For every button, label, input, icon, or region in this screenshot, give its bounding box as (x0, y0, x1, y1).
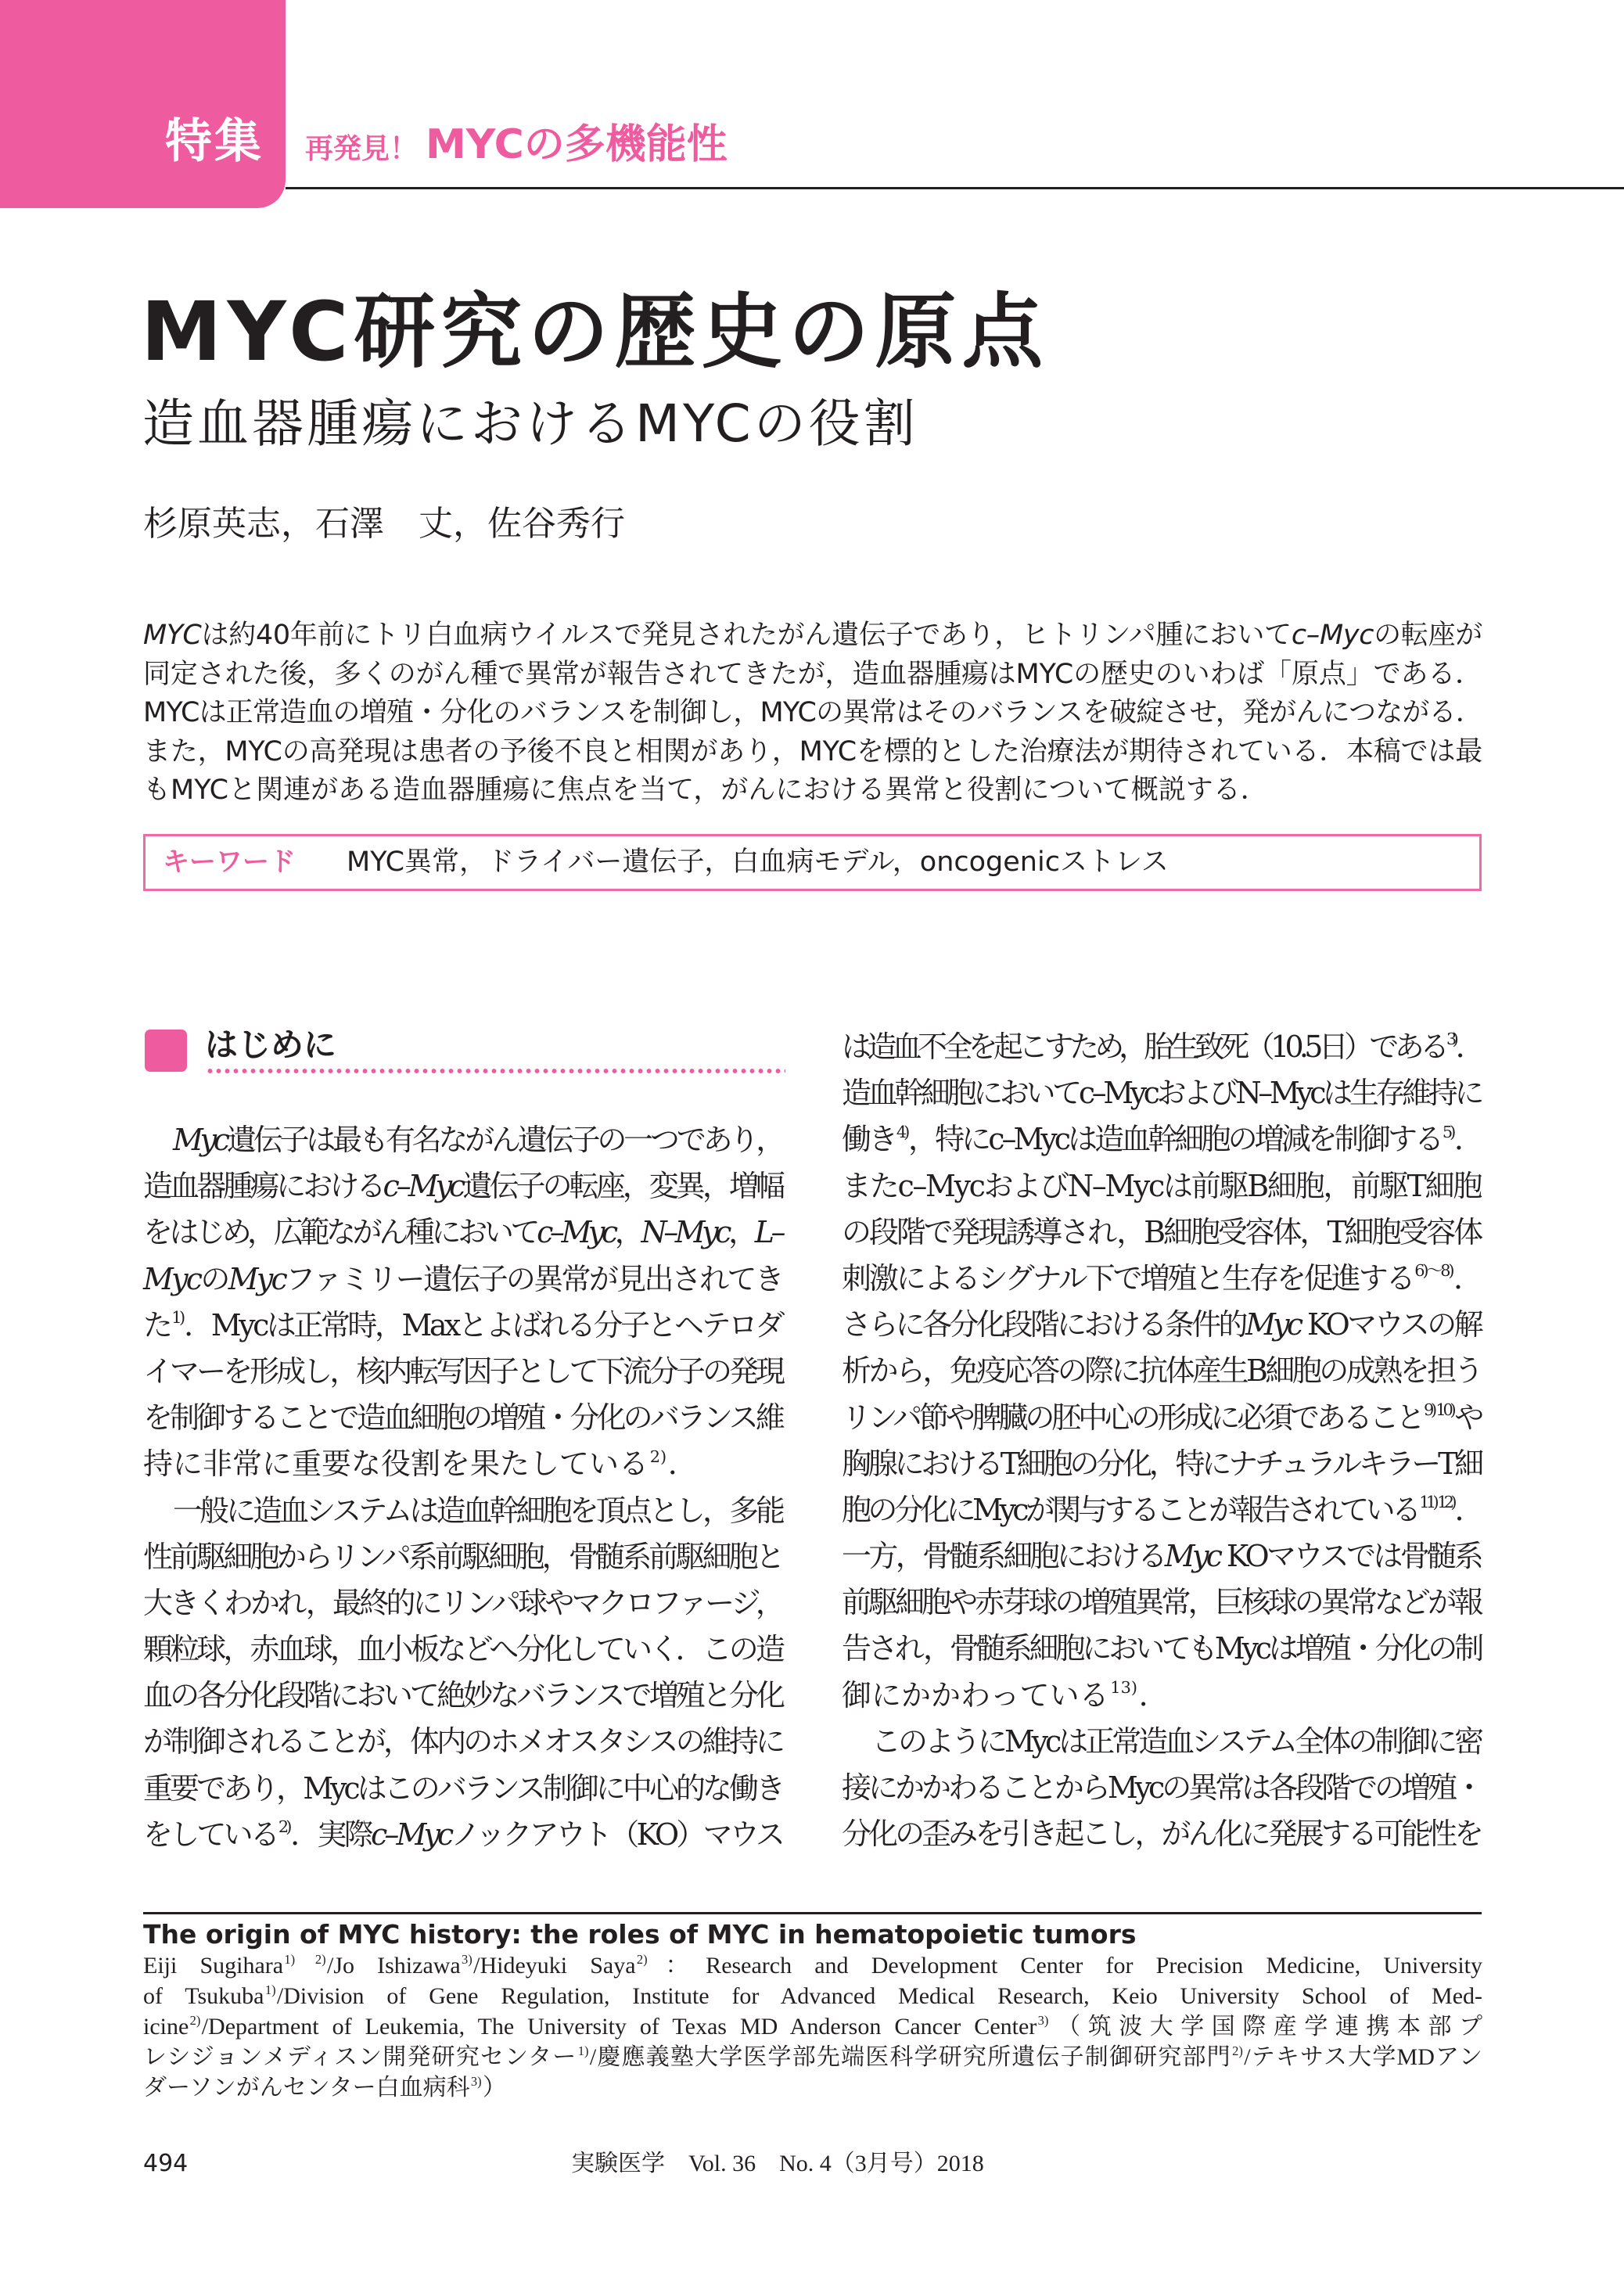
text-run: 血の各分化段階において絶妙なバランスで増殖と分化 (143, 1678, 782, 1713)
text-run: レシジョンメディスン開発研究センター (143, 2044, 577, 2070)
text-run: さらに各分化段階における条件的 (842, 1307, 1245, 1342)
text-run: 前駆細胞や赤芽球の増殖異常，巨核球の異常などが報 (842, 1585, 1481, 1620)
text-line (143, 1163, 782, 1209)
text-run: このようにMycは正常造血システム全体の制御に密 (871, 1723, 1481, 1759)
reference-superscript: 3) (462, 1951, 472, 1967)
text-line (842, 1024, 1481, 1070)
text-run: を制御することで造血細胞の増殖・分化のバランス維 (143, 1400, 782, 1436)
text-line (842, 1348, 1481, 1394)
reference-superscript: 3) (470, 2073, 482, 2089)
text-run: が制御されることが，体内のホメオスタシスの維持に (143, 1724, 782, 1759)
reference-superscript: 3) (1446, 1030, 1454, 1049)
text-run: リンパ節や脾臓の胚中心の形成に必須であること (842, 1400, 1423, 1435)
text-run: MYCは正常造血の増殖・分化のバランスを制御し，MYCの異常はそのバランスを破綻させ，発がんにつながる． (143, 697, 1482, 728)
text-line (143, 1534, 782, 1580)
italic-term: c–Myc (537, 1215, 615, 1250)
text-line (143, 1349, 782, 1395)
text-line (143, 2072, 1482, 2103)
text-line (842, 1395, 1481, 1441)
text-run: ． (1455, 1030, 1481, 1064)
text-line (842, 1673, 1481, 1719)
text-run: ． (1138, 1677, 1169, 1713)
text-line (143, 1488, 782, 1534)
italic-term: Myc (143, 1261, 201, 1296)
header-rule (286, 187, 1624, 189)
text-line (842, 1719, 1481, 1765)
text-line (842, 1626, 1481, 1672)
body-left-column (143, 1117, 782, 1858)
reference-superscript: 1) (171, 1308, 183, 1328)
text-run: た (143, 1307, 171, 1342)
feature-badge-label: 特集 (165, 114, 264, 169)
text-run: ． (1453, 1260, 1481, 1296)
text-run: 性前駆細胞からリンパ系前駆細胞，骨髄系前駆細胞と (143, 1539, 782, 1574)
text-run: は造血不全を起こすため，胎生致死（10.5日）である (842, 1030, 1446, 1064)
text-run: の転座が (1374, 620, 1483, 651)
reference-superscript: 5) (1442, 1122, 1453, 1141)
italic-term: L– (754, 1215, 782, 1250)
text-run: 造血器腫瘍における (143, 1169, 383, 1204)
text-run: ，特にc–Mycは造血幹細胞の増減を制御する (907, 1122, 1442, 1157)
text-line (842, 1580, 1481, 1626)
reference-superscript: 2) (1232, 2043, 1243, 2058)
text-line (143, 1626, 782, 1673)
keywords-value: MYC異常，ドライバー遺伝子，白血病モデル，oncogenicストレス (347, 846, 1169, 878)
text-run: of Tsukuba (143, 1983, 264, 2009)
text-run: 顆粒球，赤血球，血小板などへ分化していく．この造 (143, 1632, 782, 1667)
text-line (842, 1533, 1481, 1580)
text-run: イマーを形成し，核内転写因子として下流分子の発現 (143, 1353, 782, 1389)
text-run: icine (143, 2014, 189, 2040)
text-run: 分化の歪みを引き起こし，がん化に発展する可能性を (842, 1817, 1481, 1852)
reference-superscript: 13) (1110, 1677, 1138, 1697)
text-run: 胸腺におけるT細胞の分化，特にナチュラルキラーT細 (842, 1446, 1481, 1481)
text-line (143, 1303, 782, 1349)
text-run: ） (482, 2075, 506, 2101)
text-line (143, 733, 1482, 772)
text-line (143, 1117, 782, 1163)
page-number: 494 (143, 2150, 189, 2177)
reference-superscript: 11) 12) (1419, 1493, 1453, 1512)
reference-superscript: 2) (189, 2012, 201, 2028)
text-run: ． (1453, 1122, 1481, 1157)
text-line (143, 1950, 1482, 1981)
text-line (143, 616, 1482, 656)
text-run: （筑波大学国際産学連携本部プ (1049, 2014, 1482, 2040)
series-title-prefix: 再発見！ (305, 133, 419, 165)
text-run: 一般に造血システムは造血幹細胞を頂点とし，多能 (173, 1493, 782, 1528)
text-run: の段階で発現誘導され，B細胞受容体，T細胞受容体 (842, 1214, 1481, 1249)
text-line (143, 1209, 782, 1256)
text-run: ．実際 (290, 1817, 371, 1852)
italic-term: Myc (1245, 1307, 1301, 1342)
text-line (842, 1302, 1481, 1348)
text-line (143, 1256, 782, 1303)
series-title-main: MYCの多機能性 (426, 121, 728, 168)
reference-superscript: 3) (1037, 2012, 1049, 2028)
reference-superscript: 9) 10) (1423, 1400, 1453, 1419)
reference-superscript: 1) 2) (284, 1951, 326, 1967)
text-line (842, 1811, 1481, 1857)
italic-term: c–Myc (383, 1169, 463, 1204)
text-run: 重要であり，Mycはこのバランス制御に中心的な働き (143, 1770, 782, 1806)
reference-superscript: 2) (649, 1447, 667, 1466)
text-line (143, 1673, 782, 1719)
text-run: KOマウスでは骨髄系 (1220, 1539, 1481, 1574)
text-line (842, 1209, 1481, 1256)
section-marker-icon (145, 1030, 187, 1072)
text-line (143, 656, 1482, 695)
text-run: は約40年前にトリ白血病ウイルスで発見されたがん遺伝子であり，ヒトリンパ腫において (201, 620, 1292, 651)
text-run: 大きくわかれ，最終的にリンパ球やマクロファージ， (143, 1585, 782, 1620)
italic-term: Myc (228, 1261, 286, 1296)
italic-term: c–Myc (370, 1817, 451, 1852)
text-run: /テキサス大学MDアン (1244, 2044, 1482, 2070)
text-run: をはじめ，広範ながん種において (143, 1215, 537, 1250)
reference-superscript: 1) (264, 1982, 276, 1997)
text-line (143, 694, 1482, 733)
text-run: /慶應義塾大学医学部先端医科学研究所遺伝子制御研究部門 (589, 2044, 1231, 2070)
text-run: 析から，免疫応答の際に抗体産生B細胞の成熟を担う (842, 1353, 1481, 1389)
text-run: ， (728, 1215, 755, 1250)
keywords-label: キーワード (163, 846, 296, 878)
journal-citation: 実験医学 Vol. 36 No. 4（3月号）2018 (571, 2151, 984, 2176)
text-run: 一方，骨髄系細胞における (842, 1539, 1165, 1574)
text-run: の (200, 1261, 228, 1296)
text-run: ノックアウト（KO）マウス (451, 1817, 782, 1852)
text-run: また，MYCの高発現は患者の予後不良と相関があり，MYCを標的とした治療法が期待されている．本稿では最 (143, 735, 1482, 767)
text-run: /Jo Ishizawa (326, 1953, 461, 1979)
text-line (143, 2042, 1482, 2072)
text-line (143, 1441, 782, 1487)
text-line (842, 1256, 1481, 1302)
text-run: や (1454, 1400, 1481, 1435)
abstract (143, 616, 1482, 810)
feature-badge (0, 0, 286, 208)
footnote-rule (143, 1912, 1482, 1914)
article-title: MYC研究の歴史の原点 (141, 284, 1049, 379)
reference-superscript: 1) (577, 2043, 589, 2058)
reference-superscript: 6)～8) (1414, 1261, 1453, 1281)
text-run: /Department of Leukemia, The University of Texas MD Anderson Cancer Center (201, 2014, 1037, 2040)
text-line (842, 1163, 1481, 1209)
text-line (143, 1981, 1482, 2011)
italic-term: c–Myc (1291, 620, 1374, 651)
text-run: 同定された後，多くのがん種で異常が報告されてきたが，造血器腫瘍はMYCの歴史のいわば「原点」である． (143, 658, 1482, 690)
text-run: またc–MycおよびN–Mycは前駆B細胞，前駆T細胞 (842, 1168, 1481, 1203)
text-run: ダーソンがんセンター白血病科 (143, 2075, 470, 2101)
body-right-column (842, 1024, 1481, 1857)
text-run: 刺激によるシグナル下で増殖と生存を促進する (842, 1260, 1414, 1296)
text-run: 遺伝子の転座，変異，増幅 (462, 1169, 783, 1204)
text-line (143, 1719, 782, 1765)
reference-superscript: 4) (896, 1122, 907, 1141)
text-line (143, 771, 1482, 810)
text-run: 持に非常に重要な役割を果たしている (143, 1447, 649, 1482)
text-line (143, 2011, 1482, 2042)
text-line (842, 1441, 1481, 1487)
reference-superscript: 2) (278, 1817, 289, 1837)
text-run: ．Mycは正常時，Maxとよばれる分子とヘテロダ (184, 1307, 783, 1342)
text-run: ． (1454, 1492, 1481, 1527)
text-run: ファミリー遺伝子の異常が見出されてき (285, 1261, 783, 1296)
text-run: もMYCと関連がある造血器腫瘍に焦点を当て，がんにおける異常と役割について概説する． (143, 775, 1268, 806)
italic-term: Myc (173, 1123, 227, 1157)
article-subtitle: 造血器腫瘍におけるMYCの役割 (142, 394, 918, 454)
section-heading: はじめに (205, 1026, 337, 1064)
english-title: The origin of MYC history: the roles of MYC in hematopoietic tumors (143, 1919, 1137, 1950)
text-run: 遺伝子は最も有名ながん遺伝子の一つであり， (226, 1123, 782, 1157)
text-run: /Hideyuki Saya (473, 1953, 636, 1979)
italic-term: MYC (143, 620, 202, 651)
text-run: 御にかかわっている (842, 1677, 1109, 1713)
article-authors: 杉原英志，石澤 丈，佐谷秀行 (143, 504, 625, 544)
text-line (842, 1765, 1481, 1811)
text-run: /Division of Gene Regulation, Institute for Advanced Medical Research, Keio University School of Med- (276, 1983, 1482, 2009)
author-affiliations (143, 1950, 1482, 2103)
text-run: ：Research and Development Center for Precision Medicine, University (648, 1953, 1482, 1979)
text-line (143, 1580, 782, 1626)
italic-term: Myc (1164, 1539, 1220, 1574)
text-line (143, 1395, 782, 1441)
italic-term: N–Myc (641, 1215, 728, 1250)
text-run: 働き (842, 1122, 896, 1157)
text-run: ， (614, 1215, 641, 1250)
text-line (842, 1487, 1481, 1533)
text-line (842, 1070, 1481, 1116)
text-run: 告され，骨髄系細胞においてもMycは増殖・分化の制 (842, 1631, 1481, 1666)
text-run: ． (667, 1447, 698, 1482)
keywords-box (143, 834, 1482, 891)
section-dotted-rule (206, 1068, 785, 1074)
text-line (143, 1766, 782, 1812)
series-title (305, 117, 728, 172)
text-run: をしている (143, 1817, 278, 1852)
text-run: KOマウスの解 (1300, 1307, 1481, 1342)
text-run: 胞の分化にMycが関与することが報告されている (842, 1492, 1418, 1527)
text-line (842, 1116, 1481, 1163)
text-run: 接にかかわることからMycの異常は各段階での増殖・ (842, 1770, 1481, 1805)
text-run: 造血幹細胞においてc–MycおよびN–Mycは生存維持に (842, 1076, 1481, 1111)
text-line (143, 1812, 782, 1858)
reference-superscript: 2) (636, 1951, 648, 1967)
text-run: Eiji Sugihara (143, 1953, 284, 1979)
